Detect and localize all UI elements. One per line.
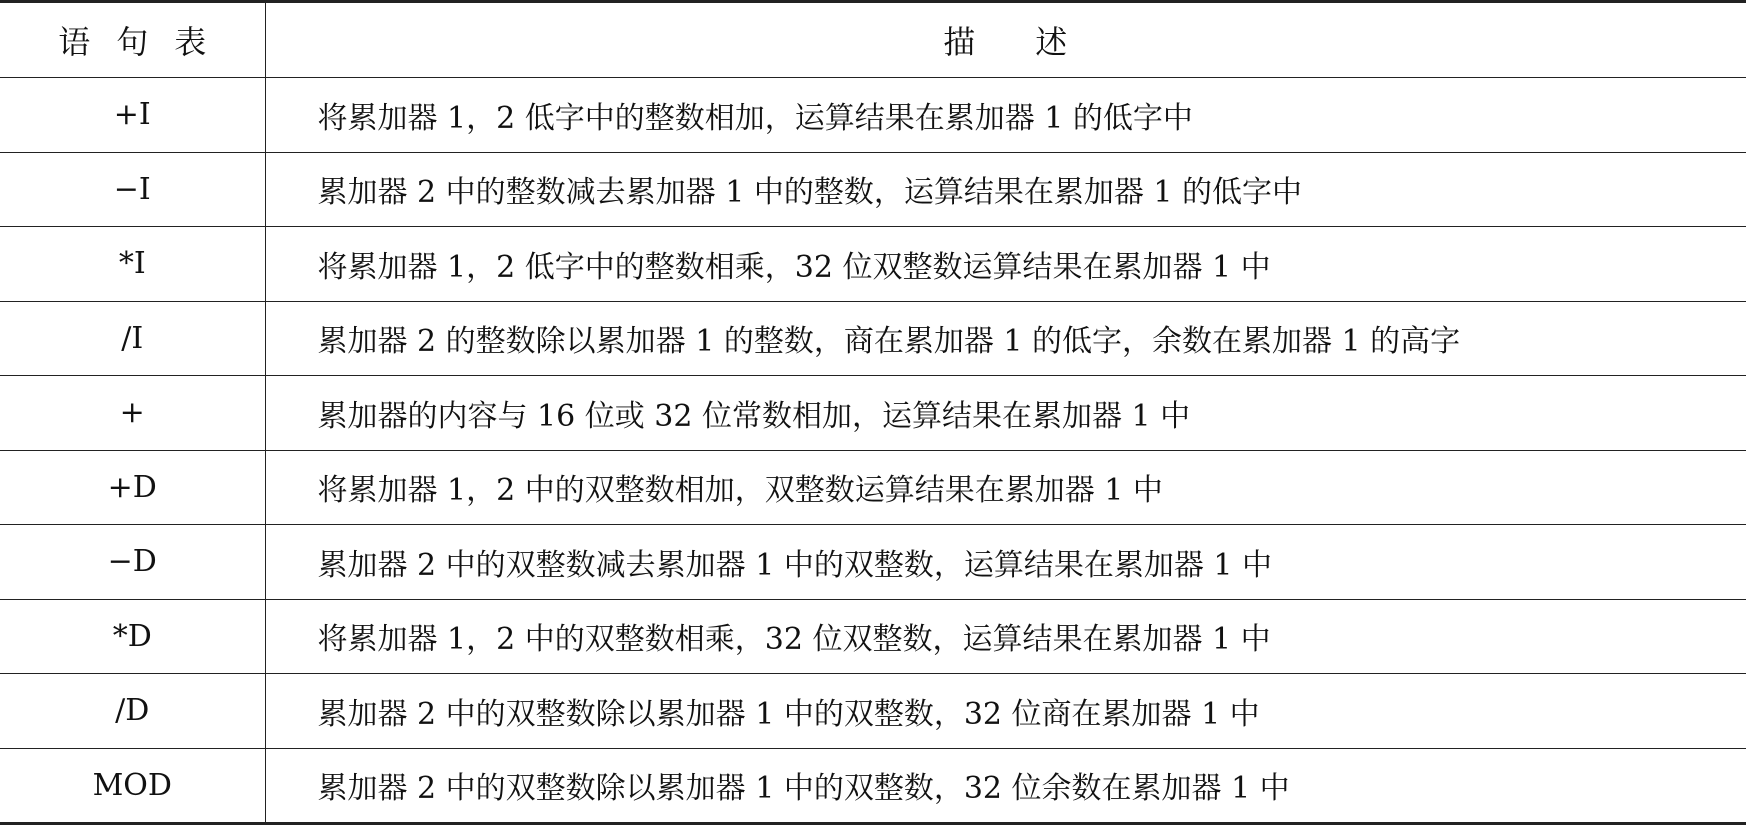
description-cell: 将累加器 1，2 中的双整数相加，双整数运算结果在累加器 1 中: [265, 450, 1746, 525]
statement-cell: +I: [0, 78, 265, 153]
table-row: [0, 152, 1746, 227]
statement-column-header: 语句表: [0, 2, 265, 78]
description-cell: 累加器 2 中的整数减去累加器 1 中的整数，运算结果在累加器 1 的低字中: [265, 152, 1746, 227]
statement-cell: *D: [0, 599, 265, 674]
table-row: [0, 674, 1746, 749]
table-header-row: [0, 2, 1746, 78]
statement-cell: *I: [0, 227, 265, 302]
table-row: [0, 450, 1746, 525]
description-column-header: 描述: [265, 2, 1746, 78]
description-cell: 累加器 2 中的双整数减去累加器 1 中的双整数，运算结果在累加器 1 中: [265, 525, 1746, 600]
statement-cell: −D: [0, 525, 265, 600]
table-row: [0, 525, 1746, 600]
description-cell: 累加器 2 中的双整数除以累加器 1 中的双整数，32 位余数在累加器 1 中: [265, 748, 1746, 824]
table-row: [0, 227, 1746, 302]
statement-cell: +: [0, 376, 265, 451]
statement-cell: /D: [0, 674, 265, 749]
statement-cell: −I: [0, 152, 265, 227]
description-cell: 将累加器 1，2 中的双整数相乘，32 位双整数，运算结果在累加器 1 中: [265, 599, 1746, 674]
table-row: [0, 748, 1746, 824]
table-row: [0, 376, 1746, 451]
description-cell: 累加器的内容与 16 位或 32 位常数相加，运算结果在累加器 1 中: [265, 376, 1746, 451]
description-cell: 将累加器 1，2 低字中的整数相乘，32 位双整数运算结果在累加器 1 中: [265, 227, 1746, 302]
statement-cell: +D: [0, 450, 265, 525]
description-cell: 将累加器 1，2 低字中的整数相加，运算结果在累加器 1 的低字中: [265, 78, 1746, 153]
description-cell: 累加器 2 中的双整数除以累加器 1 中的双整数，32 位商在累加器 1 中: [265, 674, 1746, 749]
description-cell: 累加器 2 的整数除以累加器 1 的整数，商在累加器 1 的低字，余数在累加器 1 的高字: [265, 301, 1746, 376]
statement-cell: MOD: [0, 748, 265, 824]
table-row: [0, 599, 1746, 674]
statement-cell: /I: [0, 301, 265, 376]
table-row: [0, 301, 1746, 376]
table-row: [0, 78, 1746, 153]
